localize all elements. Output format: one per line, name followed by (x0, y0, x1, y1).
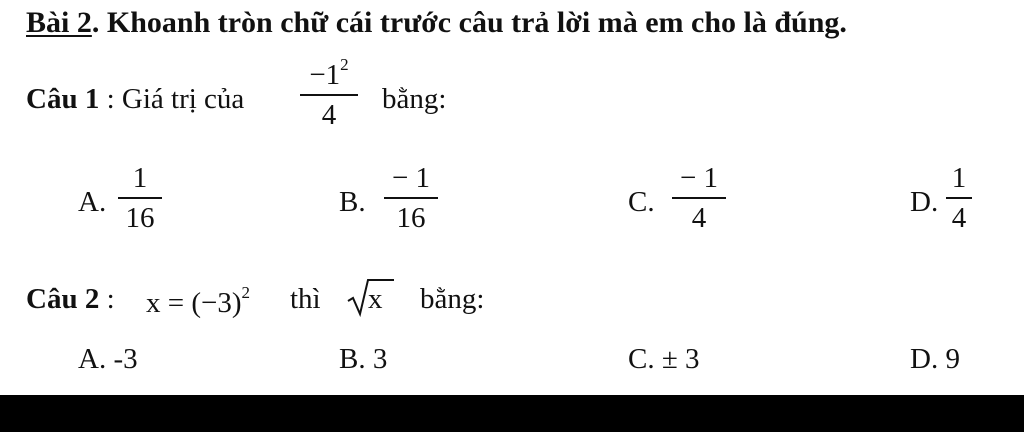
question-1-label: Câu 1 (26, 83, 100, 115)
expression-lhs: x = (146, 287, 185, 319)
question-2-expression (146, 283, 250, 320)
q1-option-b-fraction[interactable]: − 1 16 (384, 164, 438, 233)
exercise-title (26, 6, 847, 40)
question-2-suffix: bằng: (420, 283, 485, 315)
exercise-number: Bài 2 (26, 6, 92, 39)
question-1-prompt (26, 83, 244, 116)
q1-option-c-fraction[interactable]: − 1 4 (672, 164, 726, 233)
question-1-fraction (300, 56, 358, 130)
q2-option-a[interactable]: A. -3 (78, 343, 138, 375)
q2-option-b[interactable]: B. 3 (339, 343, 388, 375)
q1-option-a-letter[interactable]: A. (78, 186, 107, 218)
question-2-label: Câu 2 (26, 283, 100, 315)
expression-base: (−3) (191, 287, 242, 319)
q1-option-a-fraction[interactable]: 1 16 (118, 164, 162, 233)
q1-option-d-letter[interactable]: D. (910, 186, 939, 218)
q1-option-c-letter[interactable]: C. (628, 186, 655, 218)
q2-option-c[interactable]: C. ± 3 (628, 343, 700, 375)
question-1-prefix: Giá trị của (121, 83, 245, 115)
fraction-numerator: $-1^2$ (309, 55, 349, 91)
bottom-black-bar (0, 395, 1024, 432)
question-2-separator: : (99, 283, 115, 315)
question-1-suffix: bằng: (382, 83, 447, 115)
q2-option-d[interactable]: D. 9 (910, 343, 960, 375)
fraction-bar (300, 94, 358, 96)
radicand: x (368, 283, 383, 315)
question-2-prompt (26, 283, 115, 316)
q1-option-d-fraction[interactable]: 1 4 (946, 164, 972, 233)
expression-exponent: 2 (241, 283, 251, 302)
question-2-mid: thì (290, 283, 321, 315)
fraction-denominator: 4 (321, 99, 337, 131)
question-1-separator: : (99, 83, 122, 115)
exercise-instruction: . Khoanh tròn chữ cái trước câu trả lời mà em cho là đúng. (91, 6, 847, 39)
q1-option-b-letter[interactable]: B. (339, 186, 366, 218)
